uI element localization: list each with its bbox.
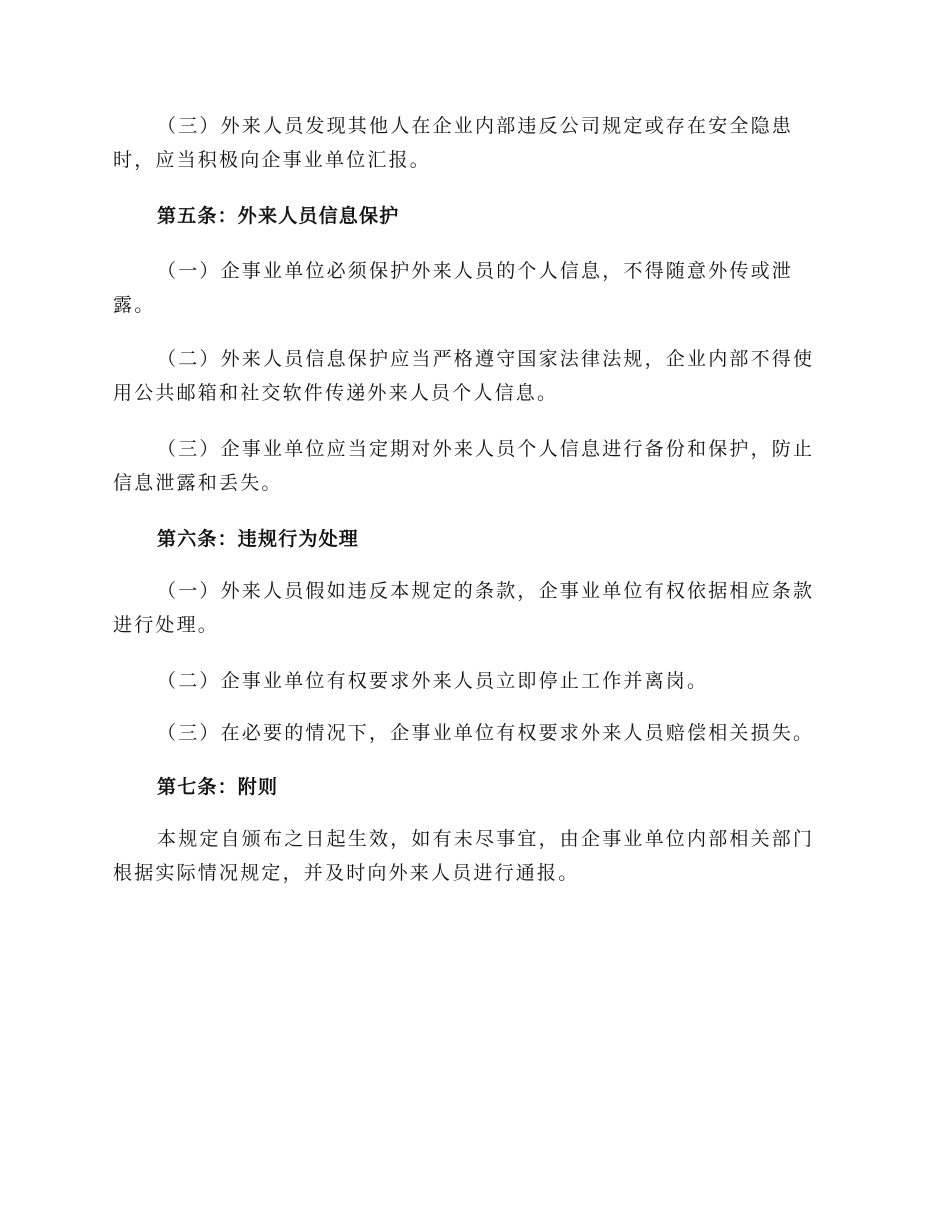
paragraph-line: 进行处理。 [113,614,220,636]
article5-heading: 第五条：外来人员信息保护 [157,205,400,227]
paragraph-line: （二）企事业单位有权要求外来人员立即停止工作并离岗。 [157,670,709,692]
paragraph-line: （一）外来人员假如违反本规定的条款，企事业单位有权依据相应条款 [157,580,815,602]
paragraph-line: 时，应当积极向企事业单位汇报。 [113,149,432,171]
paragraph-line: （三）在必要的情况下，企事业单位有权要求外来人员赔偿相关损失。 [157,722,815,744]
paragraph-article6-item1 [113,574,833,642]
article6-heading: 第六条：违规行为处理 [157,528,360,550]
paragraph-article6-item3 [113,716,833,750]
paragraph-article5-item2 [113,342,833,410]
paragraph-article7-body [113,822,833,890]
paragraph-line: 本规定自颁布之日起生效，如有未尽事宜，由企事业单位内部相关部门 [157,828,815,850]
paragraph-line: （一）企事业单位必须保护外来人员的个人信息，不得随意外传或泄 [157,260,794,282]
paragraph-line: 用公共邮箱和社交软件传递外来人员个人信息。 [113,382,559,404]
paragraph-line: 根据实际情况规定，并及时向外来人员进行通报。 [113,862,580,884]
paragraph-line: （二）外来人员信息保护应当严格遵守国家法律法规，企业内部不得使 [157,348,815,370]
paragraph-article4-item3 [113,109,833,177]
paragraph-article5-item1 [113,254,833,322]
paragraph-article5-item3 [113,432,833,500]
article7-heading: 第七条：附则 [157,776,279,798]
paragraph-line: 信息泄露和丢失。 [113,472,283,494]
paragraph-line: 露。 [113,294,156,316]
paragraph-article6-item2 [113,664,833,698]
paragraph-line: （三）企事业单位应当定期对外来人员个人信息进行备份和保护，防止 [157,438,815,460]
paragraph-line: （三）外来人员发现其他人在企业内部违反公司规定或存在安全隐患 [157,115,794,137]
